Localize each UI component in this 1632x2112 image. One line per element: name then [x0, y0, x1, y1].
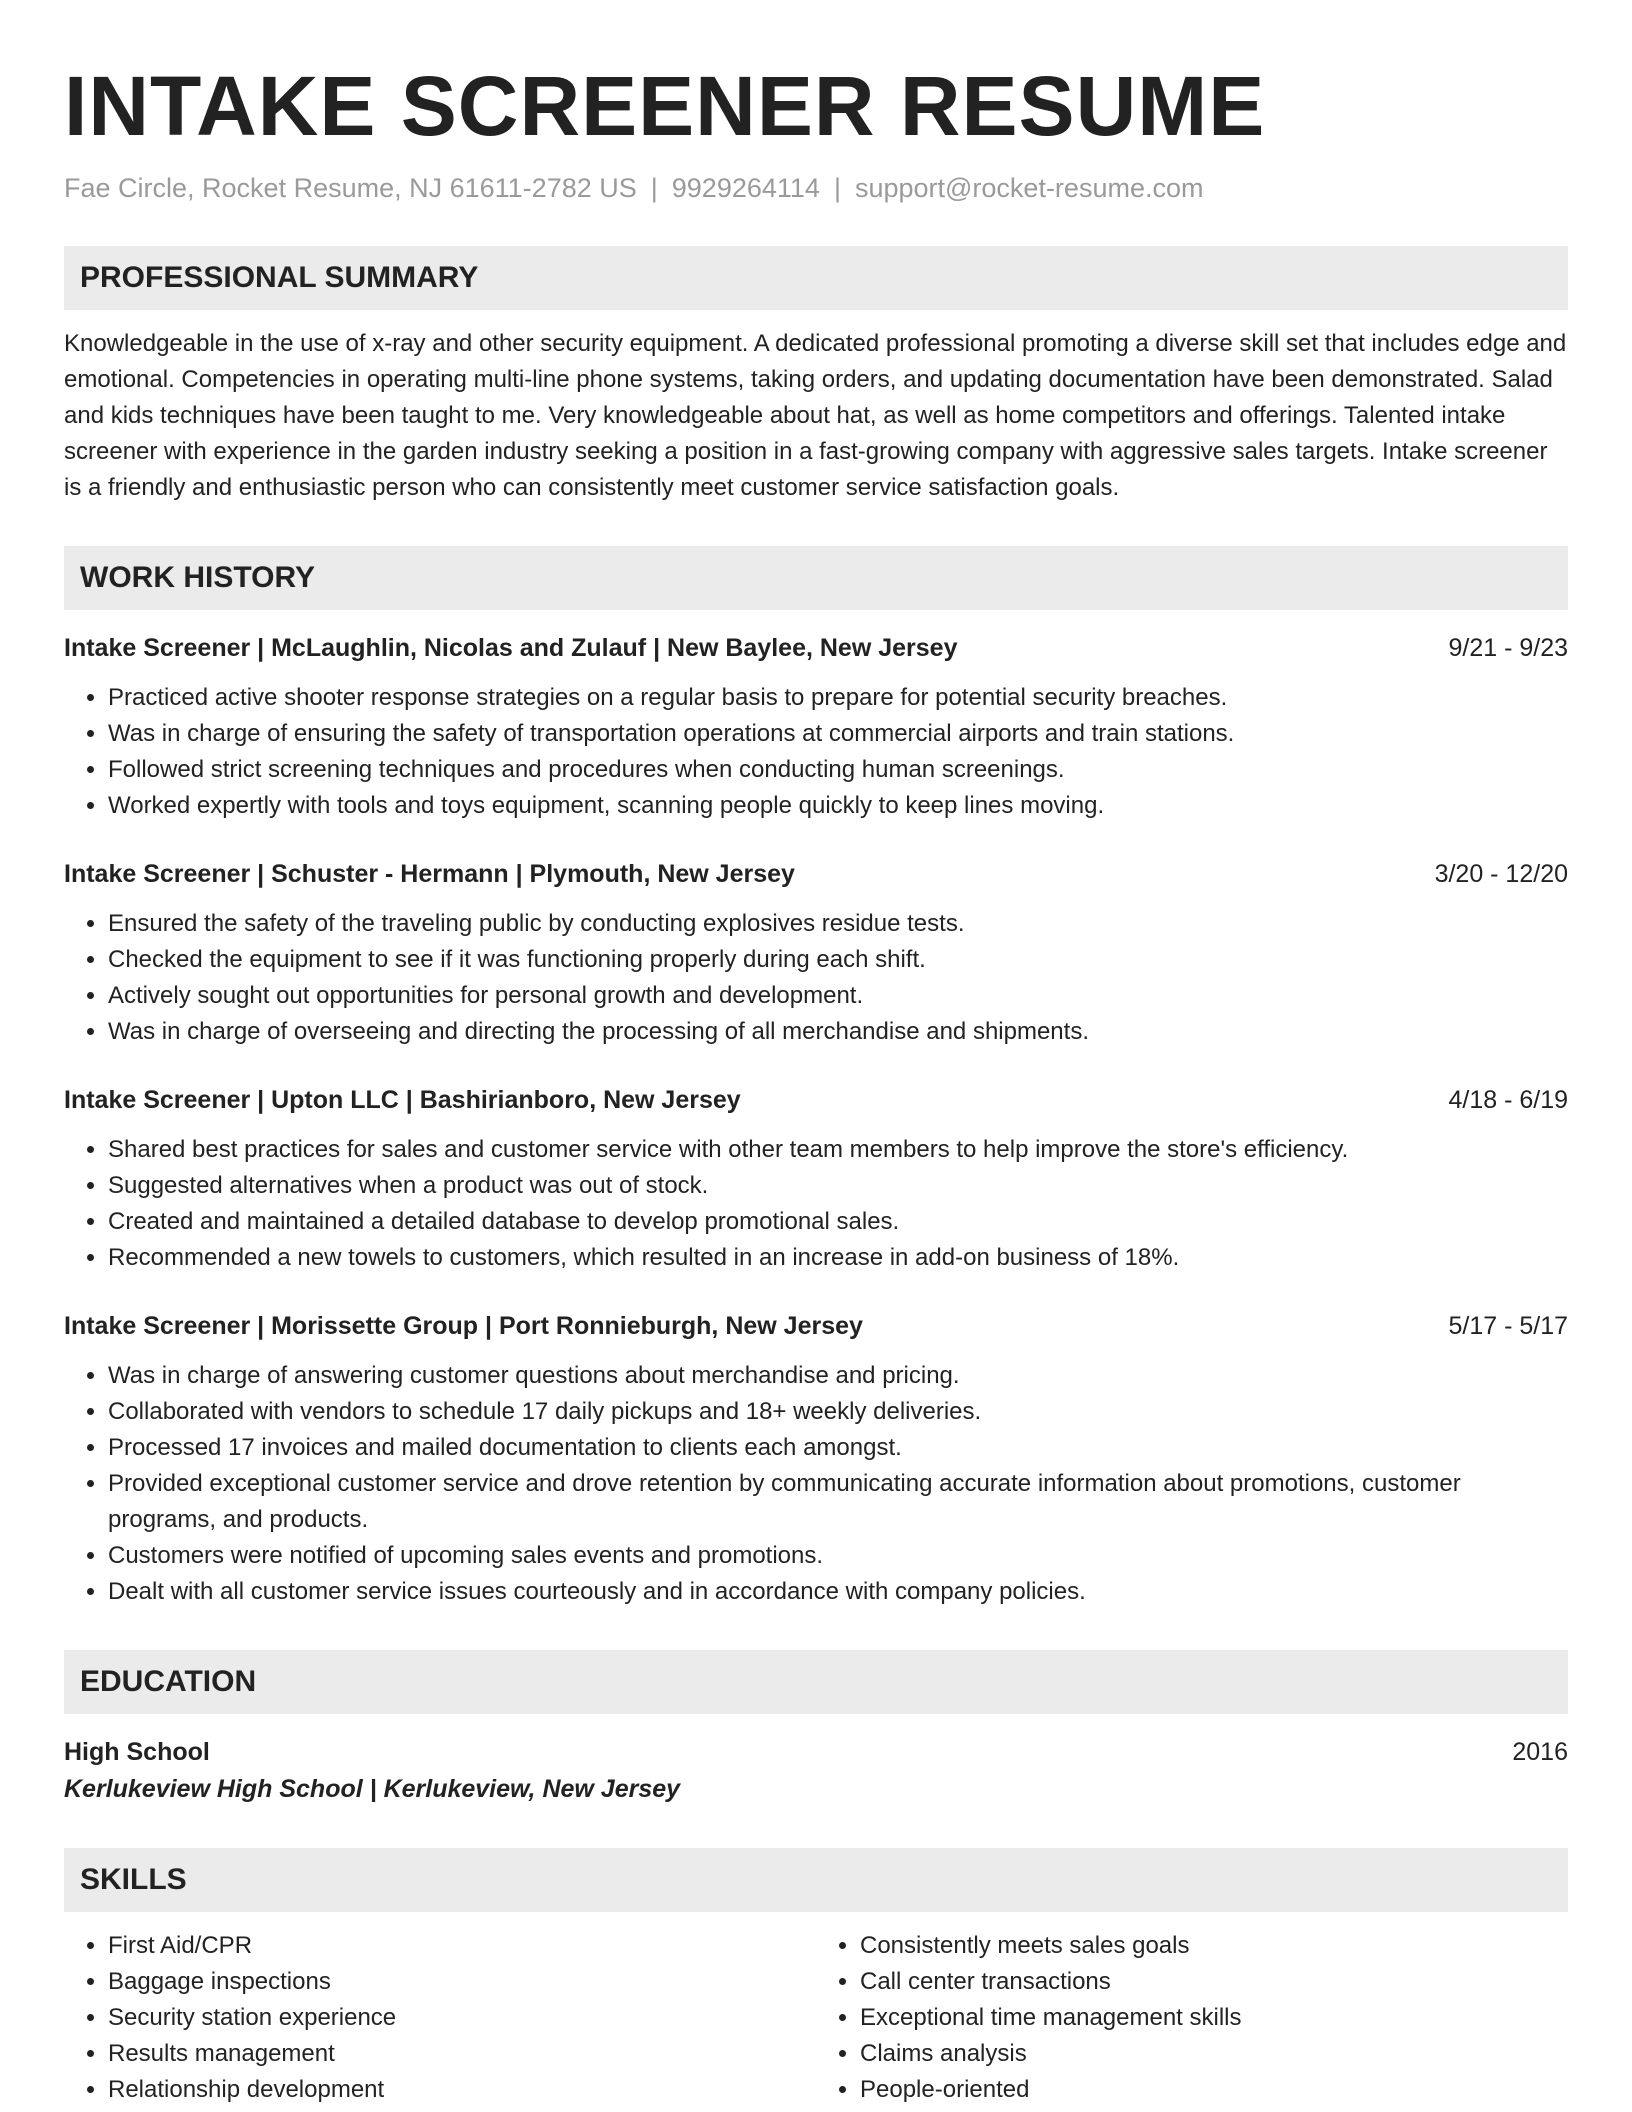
job-bullet: • Followed strict screening techniques and procedures when conducting human screenings.: [108, 752, 1568, 788]
job-title: Intake Screener | Morissette Group | Port Ronnieburgh, New Jersey: [64, 1312, 863, 1340]
job-bullet: • Was in charge of answering customer questions about merchandise and pricing.: [108, 1358, 1568, 1394]
section-header-work-history: WORK HISTORY: [64, 546, 1568, 610]
skills-column-left: [64, 1928, 816, 2108]
job-dates: 3/20 - 12/20: [1434, 860, 1568, 888]
job-bullets: [64, 680, 1568, 824]
contact-separator: |: [833, 173, 841, 203]
skill-item: • People-oriented: [860, 2072, 1568, 2108]
job-bullet: • Actively sought out opportunities for personal growth and development.: [108, 978, 1568, 1014]
job-bullet: • Was in charge of ensuring the safety of transportation operations at commercial airports and train stations.: [108, 716, 1568, 752]
summary-text: Knowledgeable in the use of x-ray and other security equipment. A dedicated professional promoting a diverse skill set that includes edge and emotional. Competencies in operating multi-line phone systems, taking orders, and updating documentation have been demonstrated. Salad and kids techniques have been taught to me. Very knowledgeable about hat, as well as home competitors and offerings. Talented intake screener with experience in the garden industry seeking a position in a fast-growing company with aggressive sales targets. Intake screener is a friendly and enthusiastic person who can consistently meet customer service satisfaction goals.: [64, 330, 1567, 501]
skill-item: • Exceptional time management skills: [860, 2000, 1568, 2036]
contact-address: Fae Circle, Rocket Resume, NJ 61611-2782 US: [64, 173, 637, 203]
education-header: [64, 1734, 1568, 1770]
skills-column-right: [816, 1928, 1568, 2108]
job-header: [64, 1308, 1568, 1344]
job-dates: 9/21 - 9/23: [1448, 634, 1568, 662]
job-bullet: • Practiced active shooter response strategies on a regular basis to prepare for potential security breaches.: [108, 680, 1568, 716]
job-title: Intake Screener | McLaughlin, Nicolas and Zulauf | New Baylee, New Jersey: [64, 634, 958, 662]
job-header: [64, 856, 1568, 892]
job-bullet: • Collaborated with vendors to schedule 17 daily pickups and 18+ weekly deliveries.: [108, 1394, 1568, 1430]
job-entry: [64, 630, 1568, 824]
resume-title: INTAKE SCREENER RESUME: [64, 59, 1266, 153]
section-header-education: EDUCATION: [64, 1650, 1568, 1714]
skill-item: • Relationship development: [108, 2072, 816, 2108]
contact-separator: |: [650, 173, 658, 203]
skill-item: • Security station experience: [108, 2000, 816, 2036]
job-bullet: • Processed 17 invoices and mailed documentation to clients each amongst.: [108, 1430, 1568, 1466]
job-dates: 4/18 - 6/19: [1448, 1086, 1568, 1114]
skill-item: • Baggage inspections: [108, 1964, 816, 2000]
education-year: 2016: [1512, 1738, 1568, 1766]
job-bullet: • Suggested alternatives when a product was out of stock.: [108, 1168, 1568, 1204]
job-title: Intake Screener | Schuster - Hermann | Plymouth, New Jersey: [64, 860, 795, 888]
skill-item: • Consistently meets sales goals: [860, 1928, 1568, 1964]
job-bullet: • Shared best practices for sales and customer service with other team members to help improve the store's efficiency.: [108, 1132, 1568, 1168]
job-bullet: • Was in charge of overseeing and directing the processing of all merchandise and shipments.: [108, 1014, 1568, 1050]
job-bullet: • Customers were notified of upcoming sales events and promotions.: [108, 1538, 1568, 1574]
job-bullet: • Worked expertly with tools and toys equipment, scanning people quickly to keep lines moving.: [108, 788, 1568, 824]
job-bullet: • Provided exceptional customer service and drove retention by communicating accurate information about promotions, customer programs, and products.: [108, 1466, 1568, 1538]
skill-item: • Claims analysis: [860, 2036, 1568, 2072]
job-header: [64, 1082, 1568, 1118]
job-bullets: [64, 906, 1568, 1050]
job-header: [64, 630, 1568, 666]
job-bullet: • Created and maintained a detailed database to develop promotional sales.: [108, 1204, 1568, 1240]
contact-email: support@rocket-resume.com: [854, 173, 1204, 203]
skill-item: • First Aid/CPR: [108, 1928, 816, 1964]
job-bullet: • Ensured the safety of the traveling public by conducting explosives residue tests.: [108, 906, 1568, 942]
education-school: Kerlukeview High School | Kerlukeview, New Jersey: [64, 1775, 681, 1803]
job-bullets: [64, 1132, 1568, 1276]
skill-item: • Results management: [108, 2036, 816, 2072]
job-entry: [64, 1308, 1568, 1610]
job-bullets: [64, 1358, 1568, 1610]
skills-list: [64, 1928, 1568, 2108]
section-header-skills: SKILLS: [64, 1848, 1568, 1912]
job-title: Intake Screener | Upton LLC | Bashirianboro, New Jersey: [64, 1086, 741, 1114]
contact-phone: 9929264114: [671, 173, 820, 203]
job-dates: 5/17 - 5/17: [1448, 1312, 1568, 1340]
job-entry: [64, 1082, 1568, 1276]
section-header-summary: PROFESSIONAL SUMMARY: [64, 246, 1568, 310]
skill-item: • Call center transactions: [860, 1964, 1568, 2000]
job-bullet: • Dealt with all customer service issues courteously and in accordance with company policies.: [108, 1574, 1568, 1610]
education-entry: [64, 1734, 1568, 1808]
contact-line: [64, 170, 1568, 206]
job-bullet: • Recommended a new towels to customers, which resulted in an increase in add-on business of 18%.: [108, 1240, 1568, 1276]
job-bullet: • Checked the equipment to see if it was functioning properly during each shift.: [108, 942, 1568, 978]
education-degree: High School: [64, 1738, 210, 1766]
job-entry: [64, 856, 1568, 1050]
